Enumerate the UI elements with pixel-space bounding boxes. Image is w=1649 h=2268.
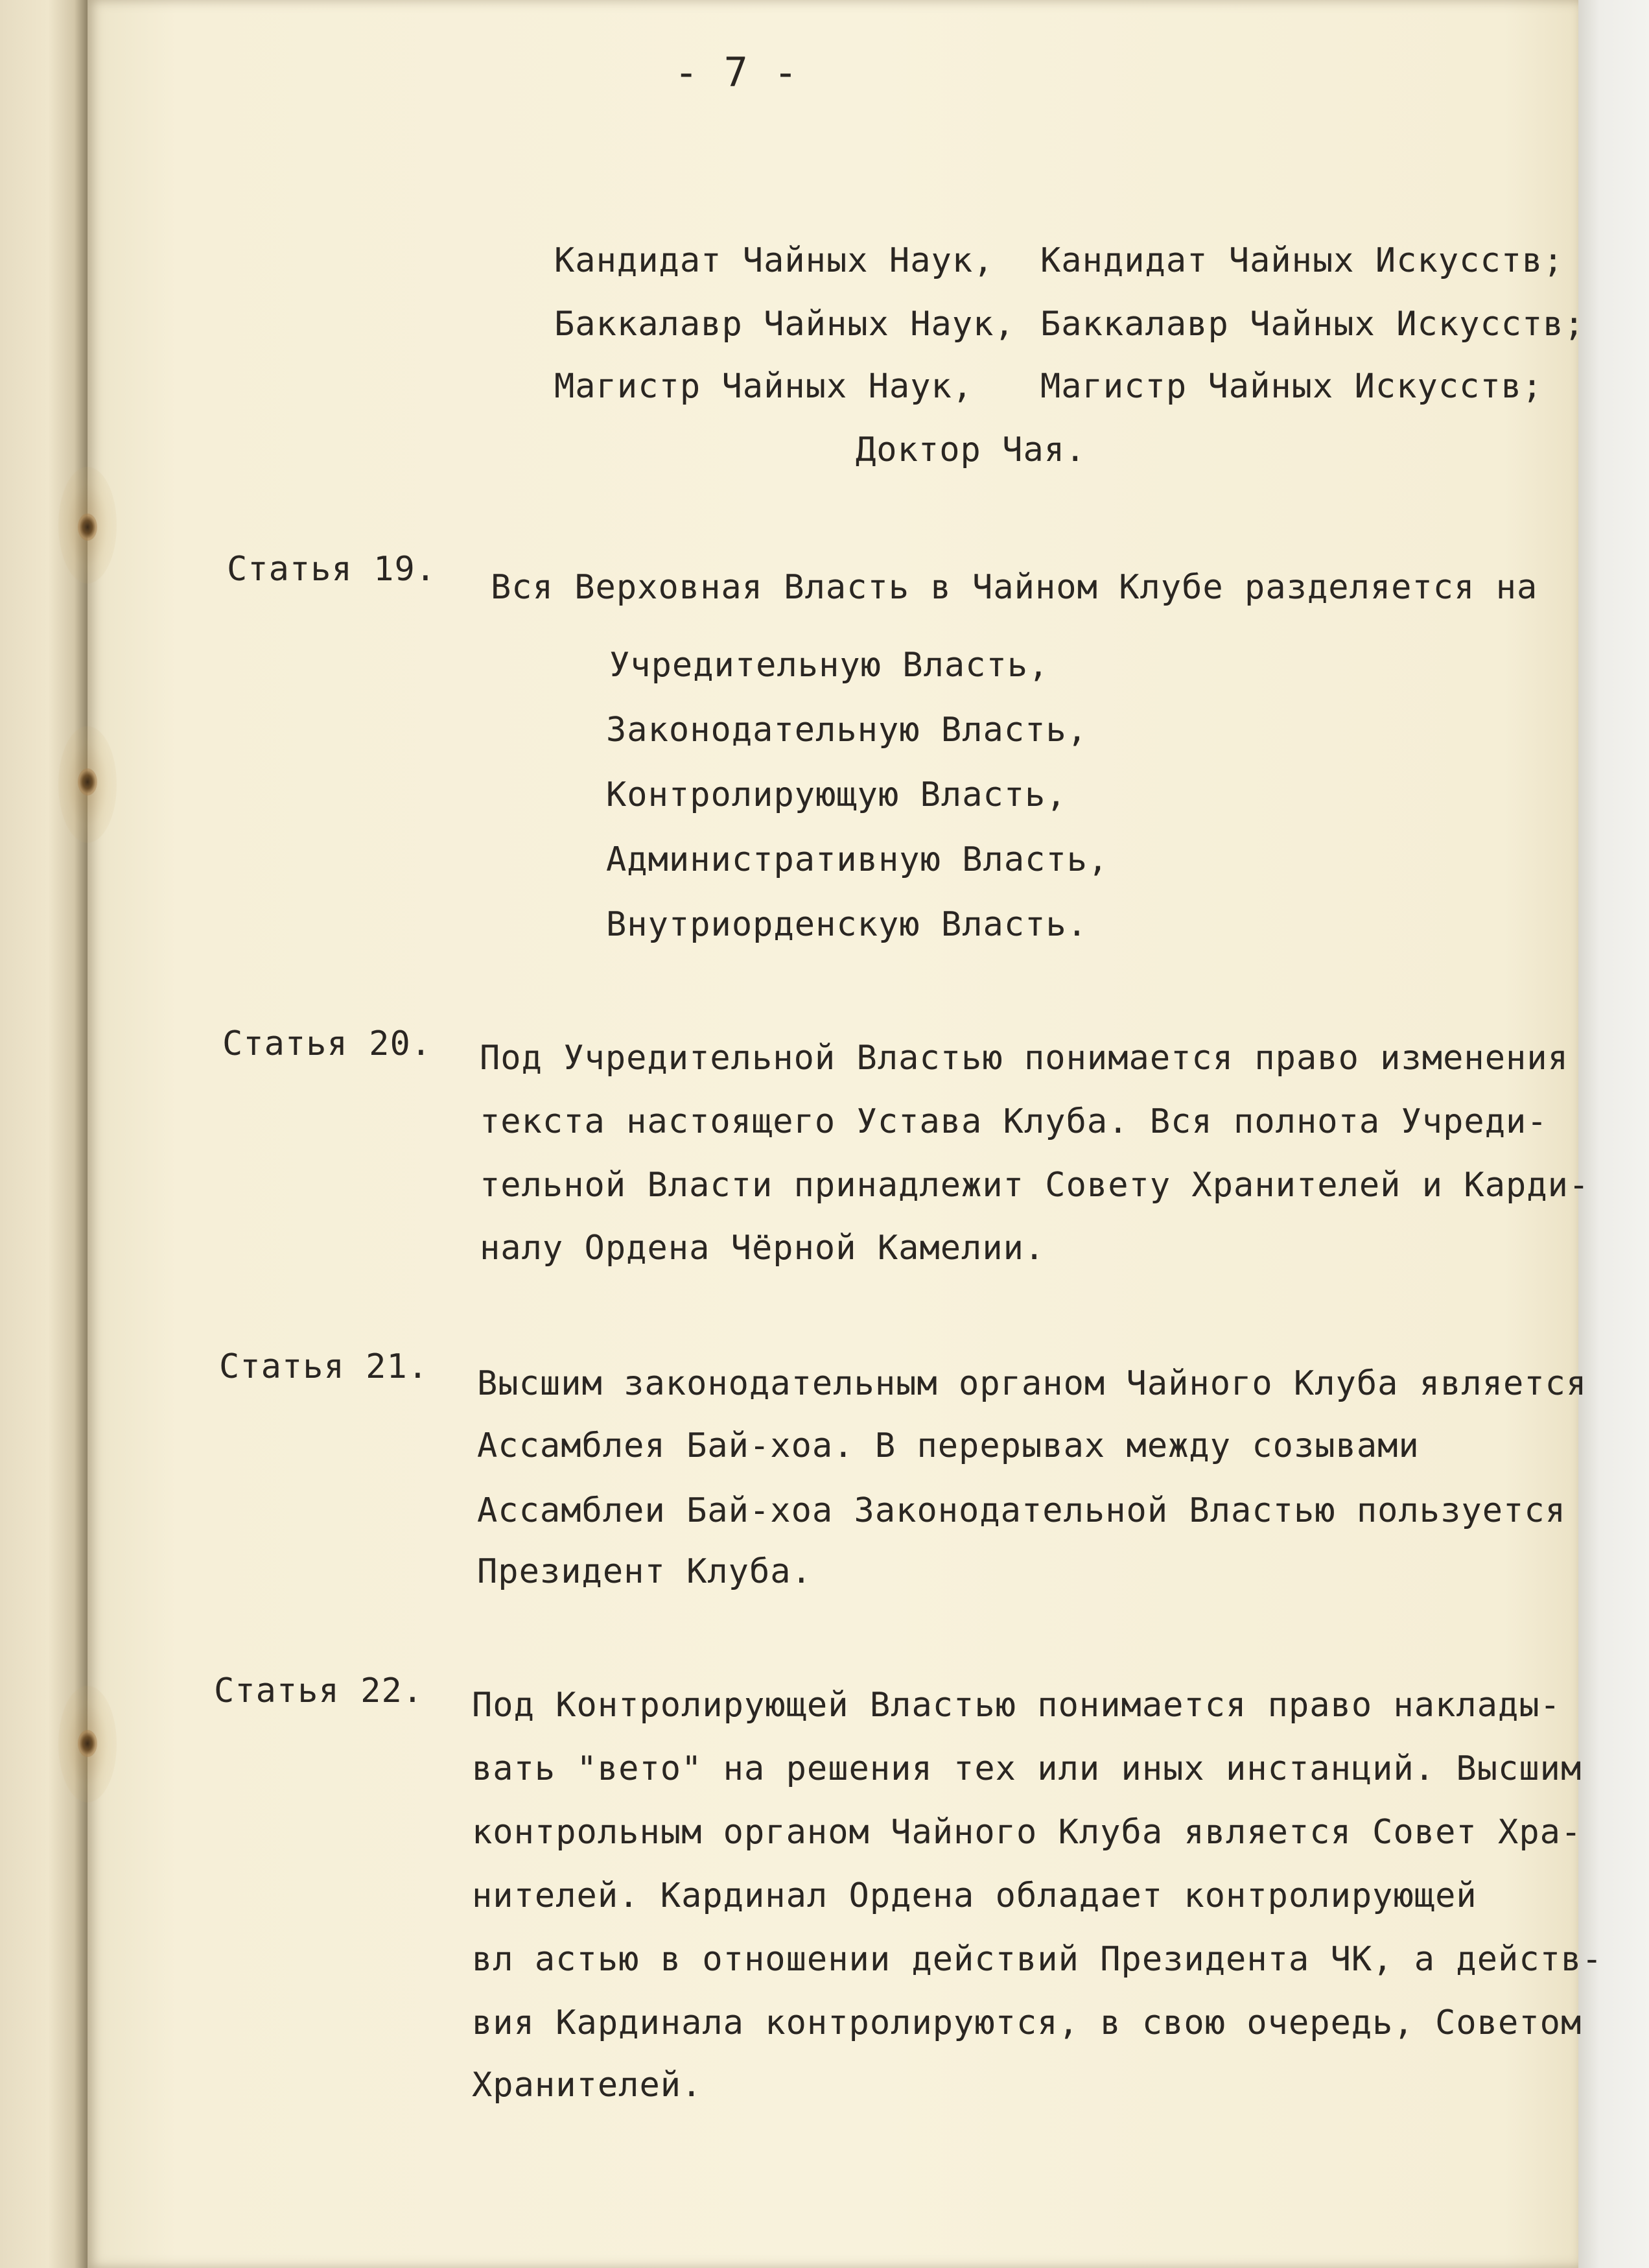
article-label: Статья 21. (219, 1347, 429, 1386)
adjacent-page-edge (0, 0, 88, 2268)
article-label: Статья 22. (214, 1671, 424, 1710)
list-item: Законодательную Власть, (606, 711, 1088, 750)
paragraph-line: Под Контролирующей Властью понимается право наклады- (472, 1686, 1561, 1725)
paragraph-line: налу Ордена Чёрной Камелии. (480, 1229, 1046, 1268)
degree-text: Баккалавр Чайных Искусств; (1040, 305, 1585, 344)
article-label: Статья 19. (227, 550, 437, 589)
paragraph-line: Хранителей. (472, 2066, 703, 2105)
degree-text: Магистр Чайных Наук, (554, 367, 974, 406)
degree-text: Кандидат Чайных Искусств; (1040, 241, 1564, 280)
list-item: Внутриорденскую Власть. (606, 905, 1088, 944)
paragraph-line: вия Кардинала контролируются, в свою очередь, Советом (472, 2003, 1582, 2042)
paragraph-line: вл астью в отношении действий Президента ЧК, а действ- (472, 1940, 1603, 1979)
paragraph-line: Ассамблеи Бай-хоа Законодательной Властью пользуется (477, 1491, 1566, 1530)
paragraph-line: Под Учредительной Властью понимается право изменения (480, 1039, 1569, 1078)
paragraph-line: Вся Верховная Власть в Чайном Клубе разделяется на (491, 568, 1538, 607)
staple-hole (78, 514, 97, 541)
list-item: Административную Власть, (606, 840, 1109, 879)
degree-text: Кандидат Чайных Наук, (554, 241, 994, 280)
paragraph-line: Ассамблея Бай-хоа. В перерывах между созывами (477, 1426, 1420, 1465)
staple-hole (78, 1730, 97, 1757)
degree-text: Магистр Чайных Искусств; (1040, 367, 1543, 406)
article-label: Статья 20. (222, 1024, 432, 1063)
paragraph-line: нителей. Кардинал Ордена обладает контролирующей (472, 1876, 1477, 1915)
paragraph-line: Высшим законодательным органом Чайного Клуба является (477, 1364, 1587, 1403)
page-number: - 7 - (674, 49, 799, 96)
paragraph-line: тельной Власти принадлежит Совету Хранителей и Карди- (480, 1166, 1590, 1205)
list-item: Учредительную Власть, (609, 646, 1049, 685)
degree-text: Доктор Чая. (856, 431, 1086, 469)
paragraph-line: Президент Клуба. (477, 1552, 812, 1591)
paragraph-line: вать "вето" на решения тех или иных инстанций. Высшим (472, 1749, 1582, 1788)
paragraph-line: текста настоящего Устава Клуба. Вся полнота Учреди- (480, 1102, 1548, 1141)
staple-hole (78, 768, 97, 796)
list-item: Контролирующую Власть, (606, 775, 1067, 814)
paragraph-line: контрольным органом Чайного Клуба является Совет Хра- (472, 1813, 1582, 1852)
scan-background-strip (1578, 0, 1649, 2268)
degree-text: Баккалавр Чайных Наук, (554, 305, 1015, 344)
